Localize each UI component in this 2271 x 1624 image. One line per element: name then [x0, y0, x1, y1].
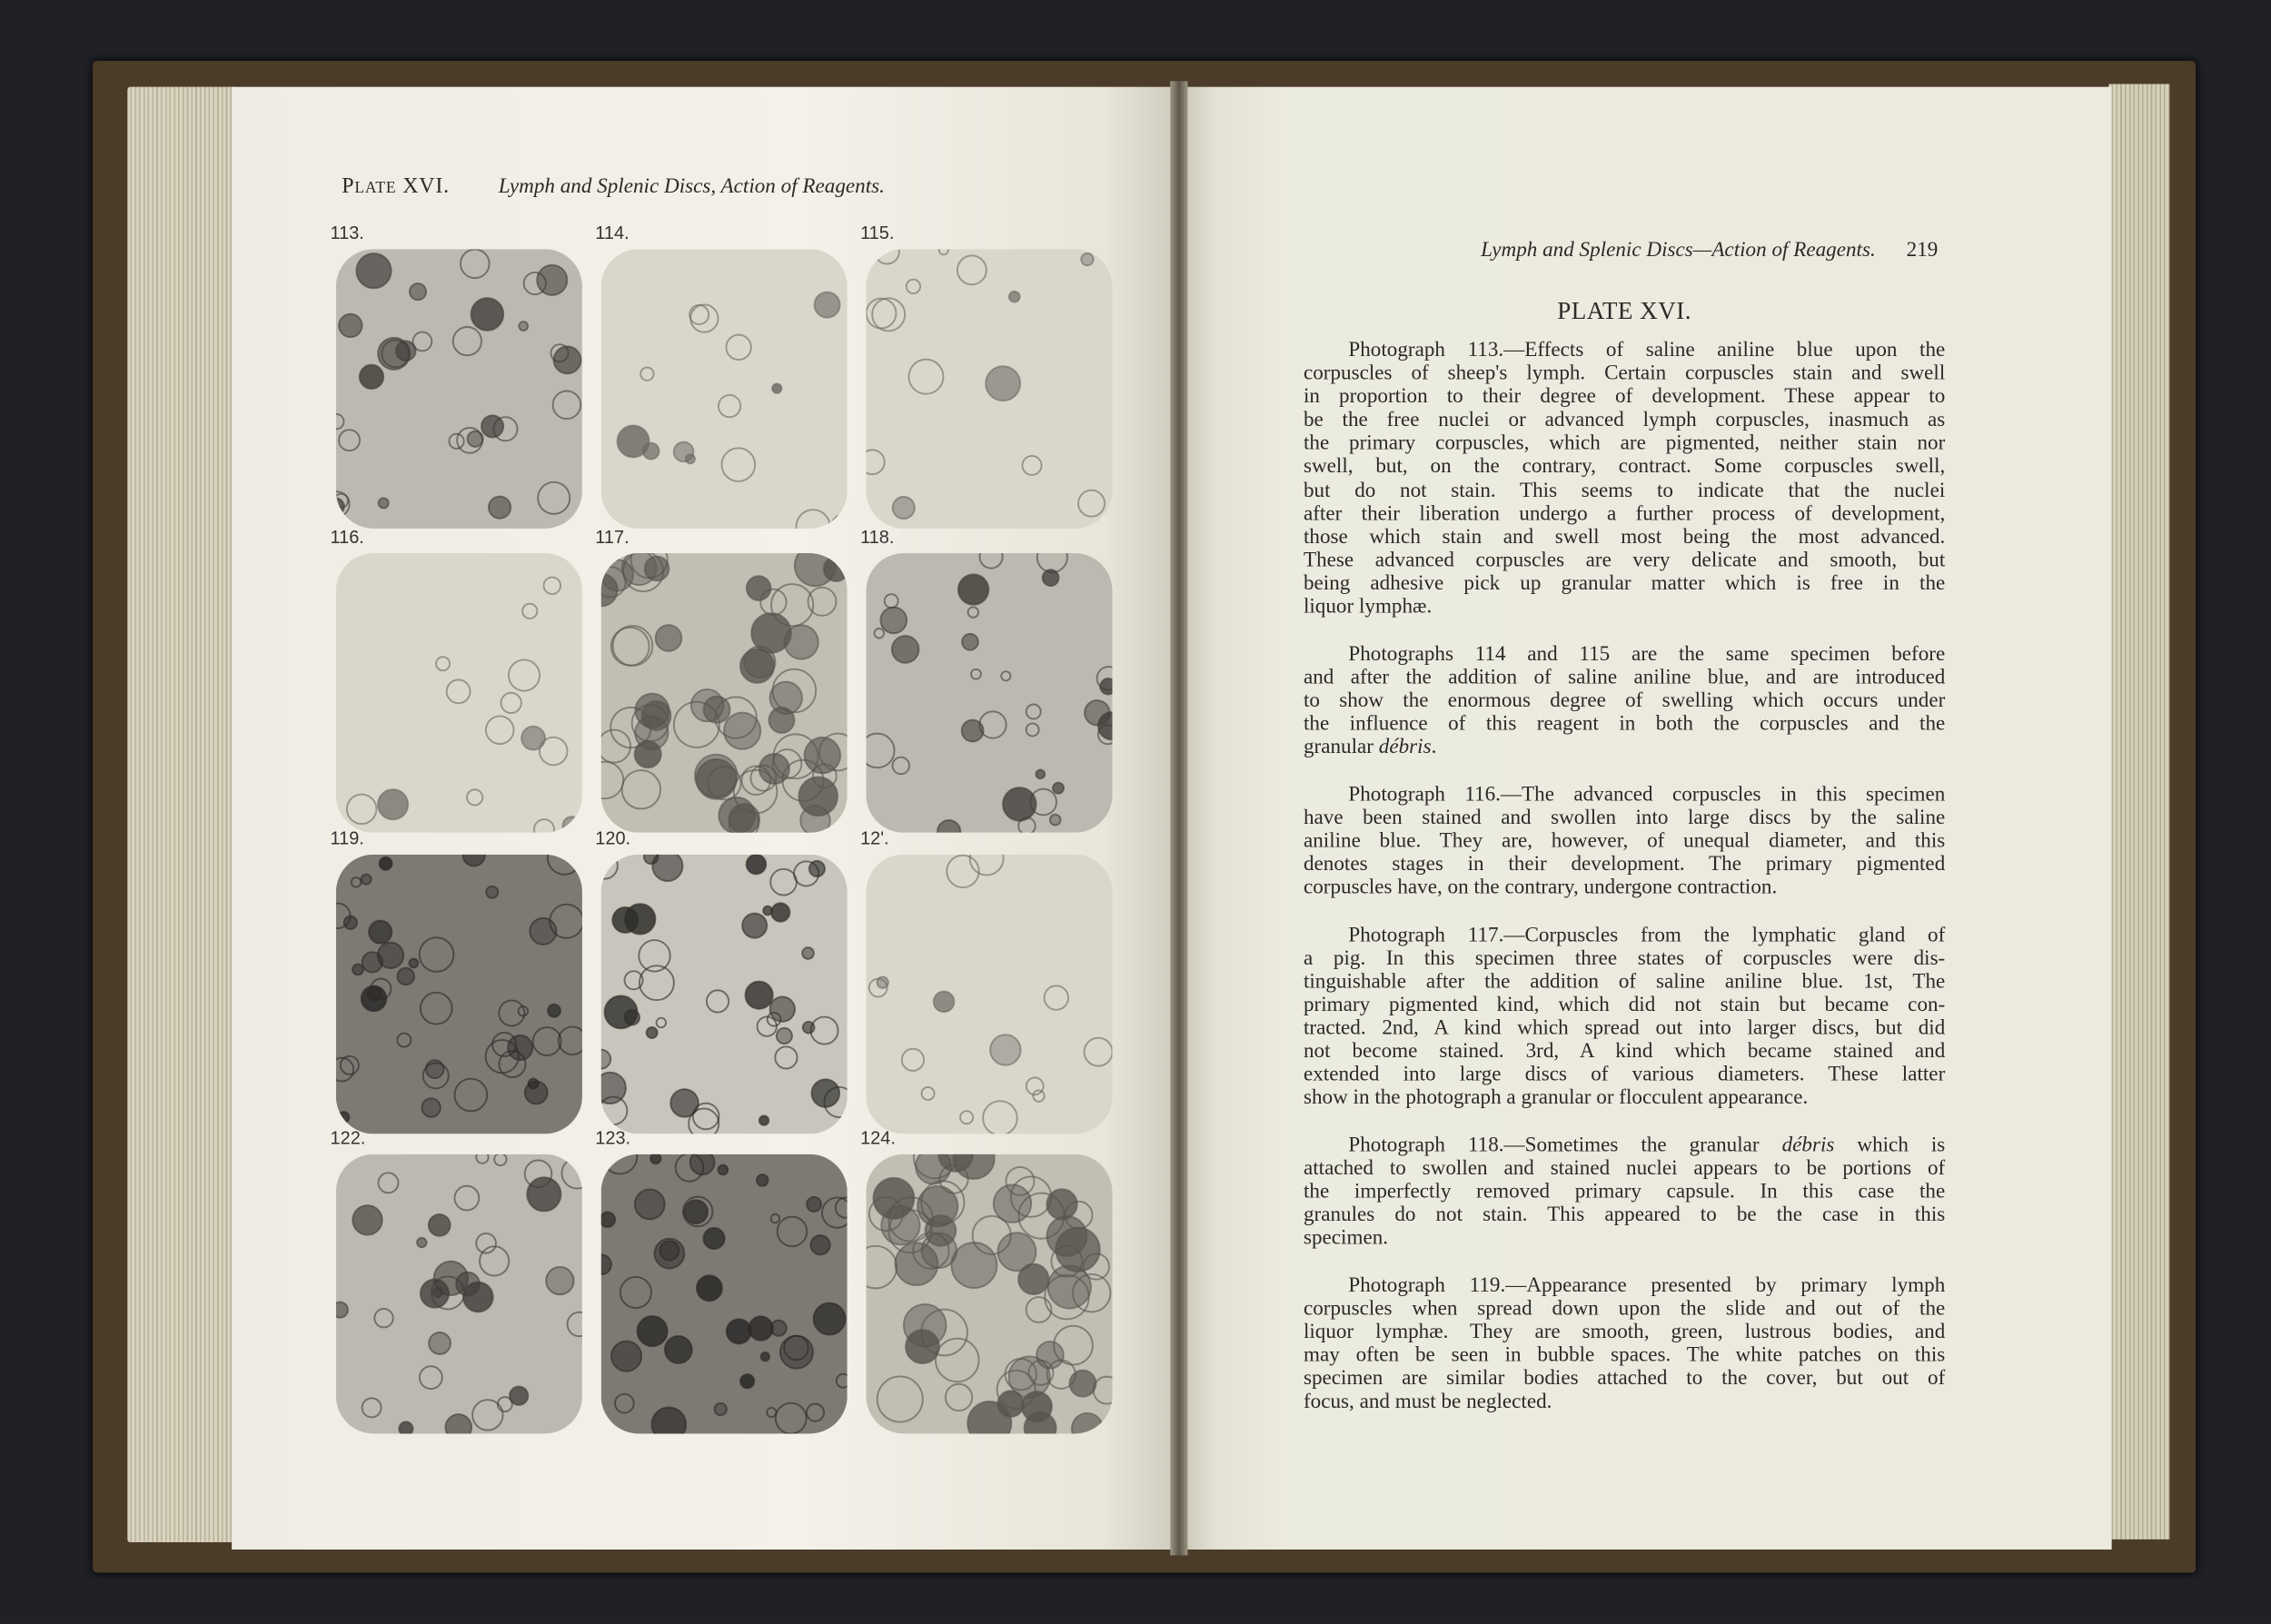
- paragraph: [1304, 1134, 1945, 1250]
- cell-blob: [519, 322, 528, 331]
- cell-blob: [877, 976, 888, 987]
- cell-blob: [625, 904, 655, 934]
- photo-label: 12'.: [860, 827, 889, 849]
- cell-blob: [934, 992, 955, 1013]
- cell-blob: [684, 1200, 708, 1223]
- cell-blob: [379, 498, 389, 508]
- cell-blob: [795, 553, 836, 586]
- cell-blob: [537, 265, 567, 295]
- cell-blob: [770, 996, 795, 1021]
- text-line: not become stained. 3rd, A kind which became stained and: [1303, 1039, 1946, 1064]
- cell-blob: [421, 1098, 440, 1116]
- page-edges-right: [2108, 84, 2169, 1539]
- micrograph-photo: [336, 249, 582, 529]
- cell-blob: [686, 454, 695, 463]
- page-number: 219: [1906, 239, 1939, 262]
- italic-text: débris: [1781, 1134, 1835, 1157]
- cell-blob: [360, 365, 383, 389]
- micrograph-photo: [866, 249, 1112, 529]
- text-line: after their liberation undergo a further process of development,: [1303, 501, 1946, 526]
- text-line: those which stain and swell most being the most advanced.: [1303, 525, 1946, 549]
- cell-blob: [548, 1005, 560, 1017]
- cell-blob: [772, 383, 782, 393]
- photo-label: 118.: [860, 527, 895, 548]
- text-line: Photograph 113.—Effects of saline aniline blue upon the: [1348, 339, 1946, 362]
- cell-blob: [729, 804, 759, 833]
- cell-blob: [650, 1154, 660, 1164]
- cell-blob: [893, 497, 915, 519]
- cell-blob: [745, 982, 772, 1009]
- text-line: focus, and must be neglected.: [1303, 1391, 1552, 1414]
- cell-blob: [367, 986, 381, 1000]
- text-line: tinguishable after the addition of saline aniline blue. 1st, The: [1303, 969, 1946, 994]
- micrograph-photo: [866, 1154, 1112, 1434]
- cell-blob: [463, 1282, 493, 1312]
- cell-blob: [798, 777, 838, 816]
- cell-blob: [740, 649, 774, 683]
- cell-blob: [417, 1238, 427, 1248]
- cell-blob: [990, 1035, 1020, 1065]
- text-line: in proportion to their degree of development. These appear to: [1303, 385, 1946, 409]
- cell-blob: [625, 1010, 640, 1025]
- cell-blob: [352, 1205, 382, 1235]
- cell-blob: [1050, 815, 1061, 826]
- page-edges-left: [127, 87, 234, 1542]
- cell-blob: [715, 1403, 727, 1415]
- text-line: being adhesive pick up granular matter which is free in the: [1303, 571, 1946, 596]
- text-line: granules do not stain. This appeared to be the case in this: [1303, 1203, 1946, 1227]
- text-segment: which is: [1834, 1134, 1946, 1157]
- cell-blob: [740, 1374, 754, 1388]
- cell-blob: [410, 283, 426, 300]
- cell-blob: [815, 292, 840, 318]
- cell-blob: [695, 755, 738, 797]
- cell-blob: [747, 576, 771, 600]
- plate-header: [342, 175, 885, 200]
- paragraph: [1304, 783, 1945, 899]
- cell-blob: [807, 1197, 821, 1212]
- cell-blob: [647, 1027, 658, 1038]
- micrograph-photo: [601, 249, 848, 529]
- cell-blob: [521, 727, 545, 750]
- cell-blob: [986, 366, 1020, 401]
- cell-blob: [997, 1391, 1024, 1417]
- photo-background: [601, 855, 848, 1134]
- cell-blob: [659, 1241, 679, 1260]
- text-line: be the free nuclei or advanced lymph corpuscles, inasmuch as: [1303, 409, 1946, 432]
- cell-blob: [1018, 1264, 1048, 1294]
- cell-blob: [958, 574, 988, 604]
- text-line: and after the addition of saline aniline blue, and are introduced: [1303, 665, 1946, 689]
- cell-blob: [378, 338, 410, 370]
- cell-blob: [525, 1082, 548, 1104]
- plate-caption: Lymph and Splenic Discs, Action of Reagents.: [498, 174, 885, 199]
- cell-blob: [703, 1228, 724, 1249]
- cell-blob: [361, 875, 371, 885]
- cell-blob: [880, 608, 907, 634]
- paragraph: [1304, 339, 1945, 619]
- text-line: attached to swollen and stained nuclei appears to be portions of: [1303, 1156, 1946, 1181]
- running-head-title: Lymph and Splenic Discs—Action of Reagents.: [1481, 239, 1876, 262]
- cell-blob: [429, 1332, 451, 1354]
- cell-blob: [554, 346, 581, 373]
- cell-blob: [508, 1035, 532, 1060]
- text-line: have been stained and swollen into large discs by the saline: [1303, 806, 1946, 830]
- cell-blob: [691, 689, 723, 721]
- photo-background: [866, 553, 1112, 833]
- cell-blob: [1036, 769, 1045, 778]
- photo-label: 124.: [860, 1128, 896, 1149]
- cell-blob: [399, 1421, 412, 1433]
- text-line: [1304, 736, 1945, 759]
- paragraph: [1304, 642, 1945, 758]
- text-segment: .: [1431, 735, 1437, 759]
- cell-blob: [601, 1213, 615, 1228]
- cell-blob: [611, 1342, 641, 1371]
- cell-blob: [962, 720, 984, 742]
- photo-background: [866, 855, 1112, 1134]
- micrograph-photo: [601, 855, 848, 1134]
- cell-blob: [429, 1214, 451, 1236]
- cell-blob: [1009, 292, 1020, 302]
- cell-blob: [356, 253, 391, 288]
- micrograph-photo: [336, 553, 582, 833]
- cell-blob: [1069, 1371, 1096, 1397]
- cell-blob: [638, 1316, 668, 1346]
- text-line: specimen are similar bodies attached to the cover, but out of: [1303, 1367, 1946, 1391]
- text-line: denotes stages in their development. The primary pigmented: [1303, 852, 1946, 876]
- cell-blob: [656, 625, 682, 651]
- text-segment: granular: [1303, 735, 1379, 759]
- cell-blob: [719, 1165, 729, 1175]
- book-gutter: [1170, 81, 1187, 1555]
- micrograph-photo: [601, 1154, 848, 1434]
- cell-blob: [724, 713, 760, 749]
- cell-blob: [652, 855, 682, 881]
- cell-blob: [771, 1321, 787, 1336]
- photo-label: 122.: [330, 1128, 366, 1149]
- text-line: corpuscles of sheep's lymph. Certain corpuscles stain and swell: [1303, 361, 1946, 386]
- photo-label: 113.: [330, 223, 364, 243]
- text-line: Photograph 116.—The advanced corpuscles in this specimen: [1348, 782, 1946, 807]
- text-line: swell, but, on the contrary, contract. Some corpuscles swell,: [1303, 455, 1946, 479]
- cell-blob: [904, 1304, 947, 1347]
- cell-blob: [697, 1275, 722, 1301]
- text-line: may often be seen in bubble spaces. The white patches on this: [1303, 1343, 1946, 1368]
- photo-background: [601, 249, 848, 529]
- text-line: corpuscles when spread down upon the slide and out of the: [1303, 1297, 1946, 1321]
- cell-blob: [471, 298, 503, 331]
- photo-label: 115.: [860, 223, 895, 243]
- cell-blob: [670, 1089, 699, 1117]
- micrograph-photo: [336, 1154, 582, 1434]
- cell-blob: [951, 1243, 997, 1288]
- plate-title: PLATE XVI.: [1557, 296, 1692, 325]
- cell-blob: [892, 636, 919, 663]
- cell-blob: [747, 855, 767, 875]
- cell-blob: [643, 443, 659, 460]
- cell-blob: [962, 634, 978, 650]
- text-line: the influence of this reagent in both the corpuscles and the: [1303, 712, 1946, 736]
- cell-blob: [378, 789, 408, 819]
- cell-blob: [651, 1407, 686, 1433]
- cell-blob: [362, 952, 382, 972]
- cell-blob: [527, 1177, 560, 1211]
- cell-blob: [344, 916, 357, 929]
- text-line: primary pigmented kind, which did not stain but became con-: [1303, 993, 1946, 1017]
- text-line: corpuscles have, on the contrary, undergone contraction.: [1303, 876, 1778, 900]
- text-line: Photograph 117.—Corpuscles from the lymphatic gland of: [1348, 923, 1946, 947]
- cell-blob: [916, 1154, 951, 1184]
- text-line: aniline blue. They are, however, of unequal diameter, and this: [1303, 829, 1946, 853]
- photo-label: 119.: [330, 827, 364, 849]
- micrograph-photo: [336, 855, 582, 1134]
- cell-blob: [771, 903, 789, 921]
- cell-blob: [690, 1154, 715, 1174]
- cell-blob: [802, 947, 814, 959]
- text-line: Photograph 119.—Appearance presented by primary lymph: [1348, 1273, 1946, 1298]
- cell-blob: [426, 1060, 444, 1078]
- text-line: liquor lymphæ. They are smooth, green, lustrous bodies, and: [1303, 1321, 1946, 1344]
- cell-blob: [812, 1079, 840, 1107]
- cell-blob: [777, 1028, 792, 1044]
- cell-blob: [352, 965, 363, 975]
- cell-blob: [1053, 783, 1064, 794]
- text-line: the imperfectly removed primary capsule. In this case the: [1303, 1180, 1946, 1203]
- paragraph: [1304, 1274, 1945, 1414]
- body-text: [1304, 339, 1945, 1438]
- photo-label: 116.: [330, 527, 364, 548]
- cell-blob: [339, 314, 362, 338]
- cell-blob: [759, 1115, 769, 1125]
- cell-blob: [398, 968, 414, 985]
- photo-label: 117.: [595, 527, 630, 548]
- cell-blob: [810, 1235, 829, 1254]
- micrograph-photo: [866, 553, 1112, 833]
- cell-blob: [380, 857, 392, 870]
- photo-label: 123.: [595, 1128, 631, 1149]
- cell-blob: [481, 415, 503, 437]
- plate-label: Plate XVI.: [342, 174, 450, 199]
- text-line: to show the enormous degree of swelling which occurs under: [1303, 688, 1946, 713]
- cell-blob: [445, 1414, 471, 1433]
- micrograph-photo: [866, 855, 1112, 1134]
- cell-blob: [1043, 569, 1059, 586]
- cell-blob: [749, 1316, 772, 1340]
- text-line: Photographs 114 and 115 are the same specimen before: [1348, 642, 1946, 666]
- cell-blob: [489, 497, 511, 519]
- text-line: extended into large discs of various diameters. These latter: [1303, 1063, 1946, 1086]
- cell-blob: [546, 1267, 573, 1294]
- text-segment: Photograph 118.—Sometimes the granular: [1348, 1134, 1782, 1157]
- cell-blob: [780, 1336, 813, 1369]
- text-line: specimen.: [1303, 1226, 1389, 1251]
- cell-blob: [1056, 1228, 1099, 1272]
- cell-blob: [805, 738, 841, 774]
- cell-blob: [468, 431, 483, 447]
- cell-blob: [759, 754, 789, 784]
- cell-blob: [665, 1336, 692, 1363]
- photo-label: 114.: [595, 223, 630, 243]
- cell-blob: [336, 1302, 348, 1318]
- cell-blob: [761, 1352, 770, 1362]
- cell-blob: [369, 921, 392, 944]
- text-line: but do not stain. This seems to indicate that the nuclei: [1303, 479, 1946, 502]
- paragraph: [1304, 924, 1945, 1110]
- text-line: the primary corpuscles, which are pigmented, neither stain nor: [1303, 431, 1946, 456]
- cell-blob: [1081, 253, 1093, 265]
- cell-blob: [727, 1319, 751, 1343]
- text-line: a pig. In this specimen three states of corpuscles were dis-: [1303, 946, 1946, 970]
- cell-blob: [742, 914, 767, 938]
- micrograph-photo: [601, 553, 848, 833]
- cell-blob: [622, 553, 657, 585]
- cell-blob: [486, 886, 498, 898]
- italic-text: débris: [1378, 735, 1432, 759]
- text-line: [1304, 1134, 1945, 1157]
- cell-blob: [814, 1302, 846, 1334]
- cell-blob: [1100, 678, 1112, 695]
- text-line: show in the photograph a granular or flocculent appearance.: [1303, 1086, 1809, 1110]
- photo-background: [336, 553, 582, 833]
- photo-label: 120.: [595, 827, 631, 849]
- cell-blob: [757, 1174, 769, 1186]
- cell-blob: [409, 958, 418, 967]
- text-line: tracted. 2nd, A kind which spread out into larger discs, but did: [1303, 1016, 1946, 1040]
- text-line: liquor lymphæ.: [1303, 595, 1433, 619]
- cell-blob: [635, 1189, 665, 1219]
- text-line: These advanced corpuscles are very delicate and smooth, but: [1303, 549, 1946, 572]
